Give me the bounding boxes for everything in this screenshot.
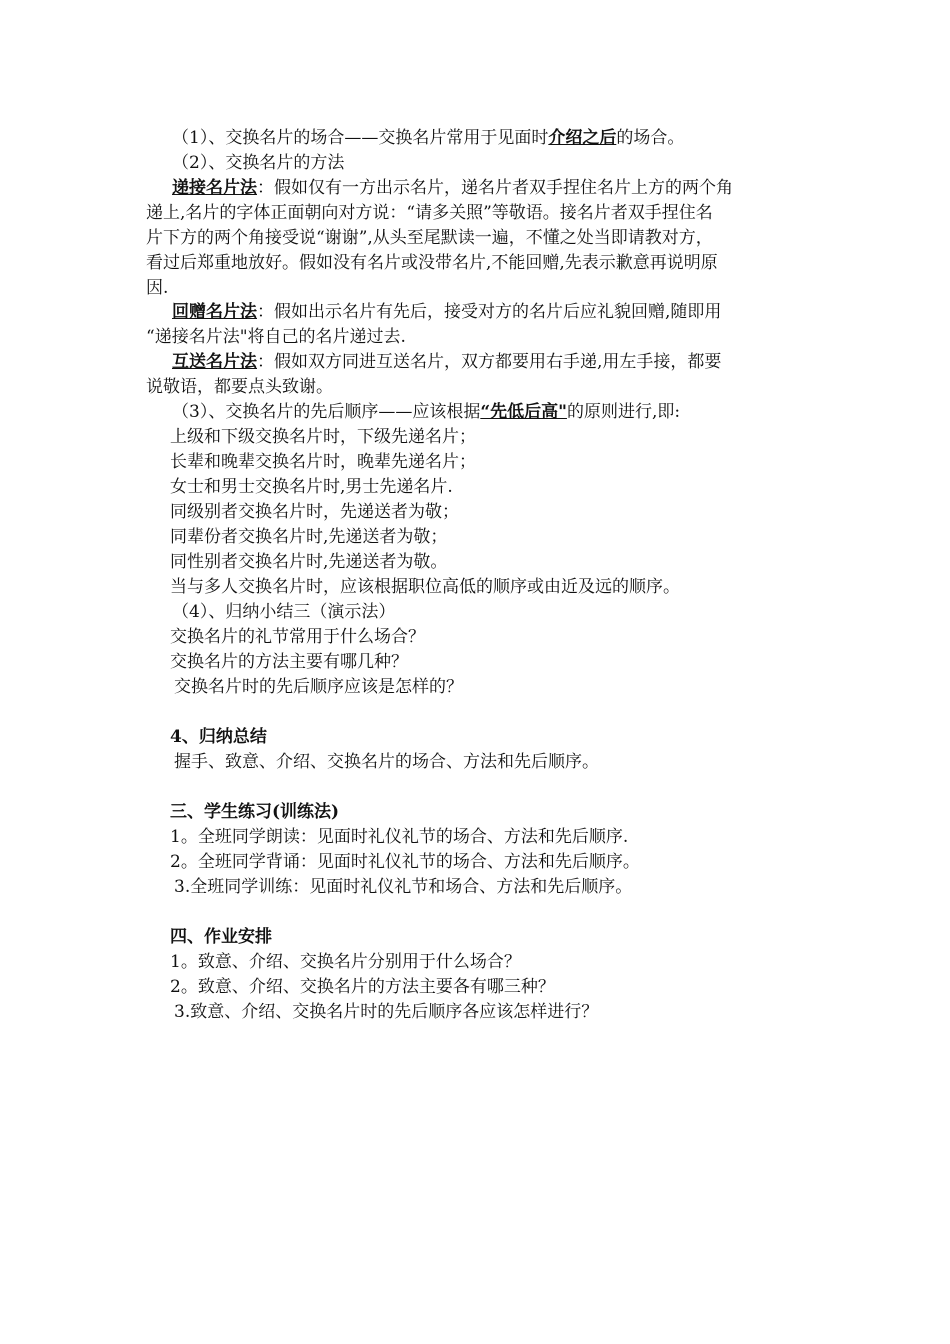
section-homework-heading: 四、作业安排 bbox=[170, 927, 272, 947]
order-rule: 上级和下级交换名片时，下级先递名片； bbox=[170, 427, 476, 447]
section-summary-text: 握手、致意、介绍、交换名片的场合、方法和先后顺序。 bbox=[174, 752, 599, 772]
method-title: 递接名片法 bbox=[172, 178, 257, 198]
order-rule: 长辈和晚辈交换名片时，晚辈先递名片； bbox=[170, 452, 476, 472]
text: ：假如出示名片有先后，接受对方的名片后应礼貌回赠,随即用 bbox=[257, 302, 722, 322]
text: 的场合。 bbox=[616, 128, 685, 148]
method-pass-line5: 因. bbox=[146, 278, 169, 298]
method-pass-line2: 递上,名片的字体正面朝向对方说：“请多关照”等敬语。接名片者双手捏住名 bbox=[146, 203, 713, 223]
homework-item: 1。致意、介绍、交换名片分别用于什么场合？ bbox=[170, 952, 521, 972]
method-pass-line4: 看过后郑重地放好。假如没有名片或没带名片,不能回赠,先表示歉意再说明原 bbox=[146, 253, 718, 273]
order-rule: 同级别者交换名片时，先递送者为敬； bbox=[170, 502, 459, 522]
practice-item: 1。全班同学朗读：见面时礼仪礼节的场合、方法和先后顺序. bbox=[170, 827, 629, 847]
summary-three-heading: （4）、归纳小结三（演示法） bbox=[172, 602, 396, 622]
summary-question: 交换名片的方法主要有哪几种？ bbox=[170, 652, 408, 672]
method-return-line2: “递接名片法"将自己的名片递过去. bbox=[146, 327, 406, 347]
summary-question: 交换名片时的先后顺序应该是怎样的？ bbox=[174, 677, 463, 697]
text: ：假如双方同进互送名片，双方都要用右手递,用左手接，都要 bbox=[257, 352, 722, 372]
section-summary-heading: 4、归纳总结 bbox=[170, 727, 267, 747]
order-rule: 同性别者交换名片时,先递送者为敬。 bbox=[170, 552, 448, 572]
homework-item: 3.致意、介绍、交换名片时的先后顺序各应该怎样进行？ bbox=[174, 1002, 599, 1022]
paragraph-order bbox=[172, 400, 680, 424]
text: 的原则进行,即: bbox=[566, 402, 681, 422]
text: ：假如仅有一方出示名片，递名片者双手捏住名片上方的两个角 bbox=[257, 178, 733, 198]
method-return-line1 bbox=[172, 300, 721, 324]
method-title: 回赠名片法 bbox=[172, 302, 257, 322]
method-pass-line1 bbox=[172, 176, 733, 200]
paragraph-exchange-occasion bbox=[172, 126, 684, 150]
order-rule: 女士和男士交换名片时,男士先递名片. bbox=[170, 477, 453, 497]
emphasis: 介绍之后 bbox=[548, 128, 617, 148]
section-practice-heading: 三、学生练习(训练法) bbox=[170, 802, 340, 822]
paragraph-exchange-method: （2）、交换名片的方法 bbox=[172, 153, 345, 173]
method-pass-line3: 片下方的两个角接受说“谢谢”,从头至尾默读一遍，不懂之处当即请教对方， bbox=[146, 228, 713, 248]
emphasis: “先低后高" bbox=[480, 402, 567, 422]
method-mutual-line1 bbox=[172, 350, 721, 374]
order-rule: 当与多人交换名片时，应该根据职位高低的顺序或由近及远的顺序。 bbox=[170, 577, 680, 597]
practice-item: 3.全班同学训练：见面时礼仪礼节和场合、方法和先后顺序。 bbox=[174, 877, 633, 897]
order-rule: 同辈份者交换名片时,先递送者为敬； bbox=[170, 527, 448, 547]
practice-item: 2。全班同学背诵：见面时礼仪礼节的场合、方法和先后顺序。 bbox=[170, 852, 640, 872]
method-title: 互送名片法 bbox=[172, 352, 257, 372]
method-mutual-line2: 说敬语，都要点头致谢。 bbox=[146, 377, 333, 397]
text: （3）、交换名片的先后顺序——应该根据 bbox=[172, 402, 481, 422]
summary-question: 交换名片的礼节常用于什么场合？ bbox=[170, 627, 425, 647]
text: （1）、交换名片的场合——交换名片常用于见面时 bbox=[172, 128, 549, 148]
homework-item: 2。致意、介绍、交换名片的方法主要各有哪三种？ bbox=[170, 977, 555, 997]
